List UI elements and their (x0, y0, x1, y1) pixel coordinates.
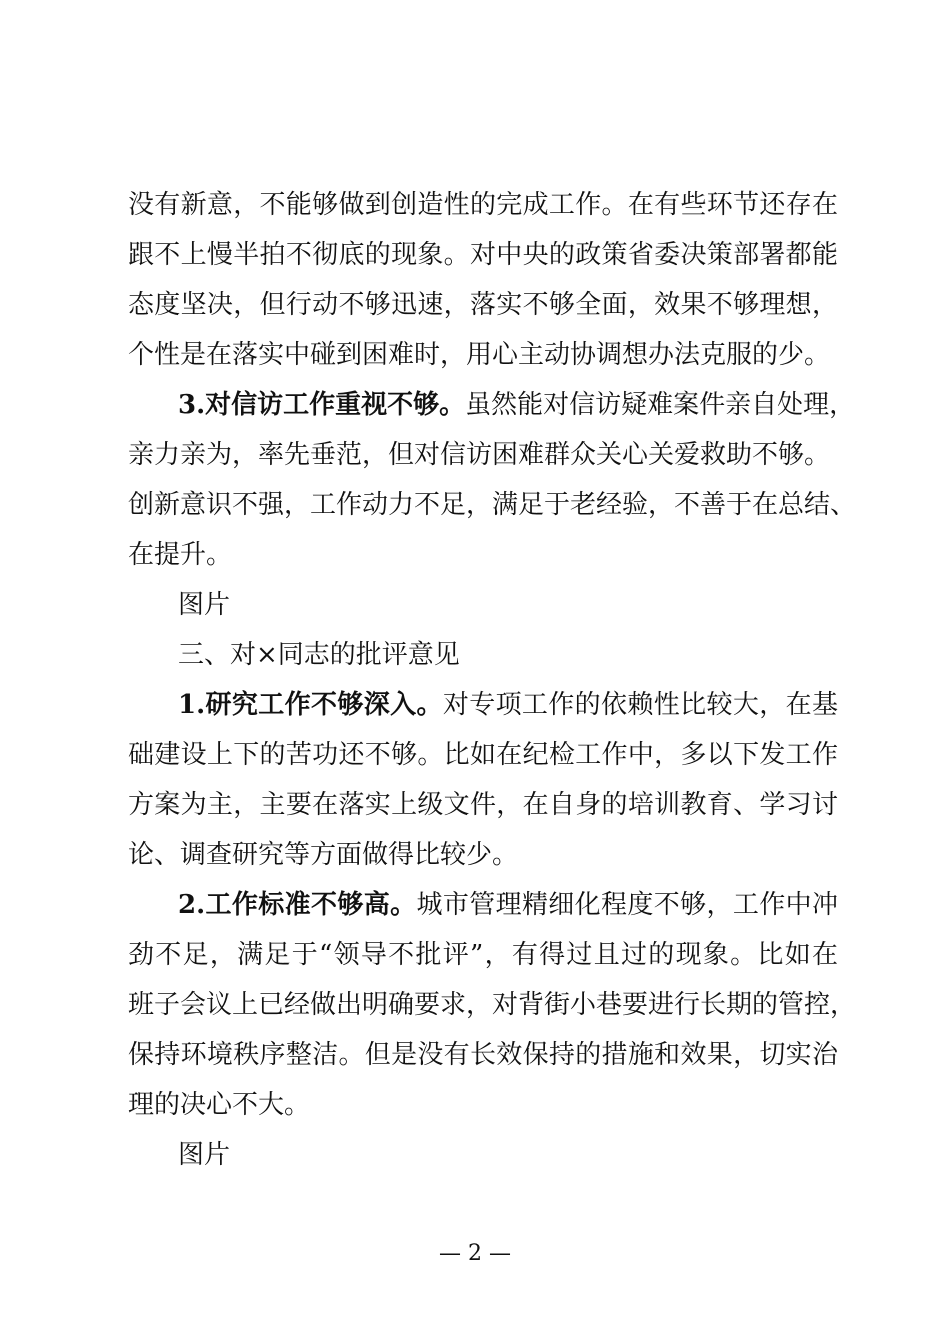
body-text-line: 创新意识不强，工作动力不足，满足于老经验，不善于在总结、 (128, 490, 857, 520)
image-placeholder-label: 图片 (178, 1140, 231, 1170)
body-text-line: 保持环境秩序整洁。但是没有长效保持的措施和效果，切实治 (128, 1040, 838, 1070)
paragraph-heading: 3.对信访工作重视不够。 (178, 390, 466, 420)
body-text-line: 础建设上下的苦功还不够。比如在纪检工作中，多以下发工作 (128, 740, 838, 770)
body-text-line: 个性是在落实中碰到困难时，用心主动协调想办法克服的少。 (128, 340, 831, 370)
page-number: — 2 — (439, 1241, 511, 1266)
body-text: 城市管理精细化程度不够，工作中冲 (416, 890, 838, 920)
body-text-line: 态度坚决，但行动不够迅速，落实不够全面，效果不够理想， (128, 290, 838, 320)
body-text-line: 亲力亲为，率先垂范，但对信访困难群众关心关爱救助不够。 (128, 440, 831, 470)
paragraph-heading: 2.工作标准不够高。 (178, 890, 417, 920)
body-text-line: 方案为主，主要在落实上级文件，在自身的培训教育、学习讨 (128, 790, 838, 820)
body-text-line: 在提升。 (128, 540, 233, 570)
section-heading: 三、对×同志的批评意见 (178, 640, 460, 670)
paragraph-first-line (178, 689, 838, 721)
image-placeholder-label: 图片 (178, 590, 231, 620)
body-text-line: 理的决心不大。 (128, 1090, 311, 1120)
body-text: 对专项工作的依赖性比较大，在基 (442, 690, 838, 720)
paragraph-heading: 1.研究工作不够深入。 (178, 690, 443, 720)
body-text-line: 跟不上慢半拍不彻底的现象。对中央的政策省委决策部署都能 (128, 240, 838, 270)
paragraph-first-line (178, 389, 856, 421)
body-text-line: 班子会议上已经做出明确要求，对背街小巷要进行长期的管控， (128, 990, 857, 1020)
paragraph-first-line (178, 889, 838, 921)
body-text-line: 论、调查研究等方面做得比较少。 (128, 840, 519, 870)
body-text: 虽然能对信访疑难案件亲自处理， (465, 390, 856, 420)
body-text-line: 没有新意，不能够做到创造性的完成工作。在有些环节还存在 (128, 190, 838, 220)
body-text-line: 劲不足，满足于“领导不批评”，有得过且过的现象。比如在 (128, 940, 838, 970)
